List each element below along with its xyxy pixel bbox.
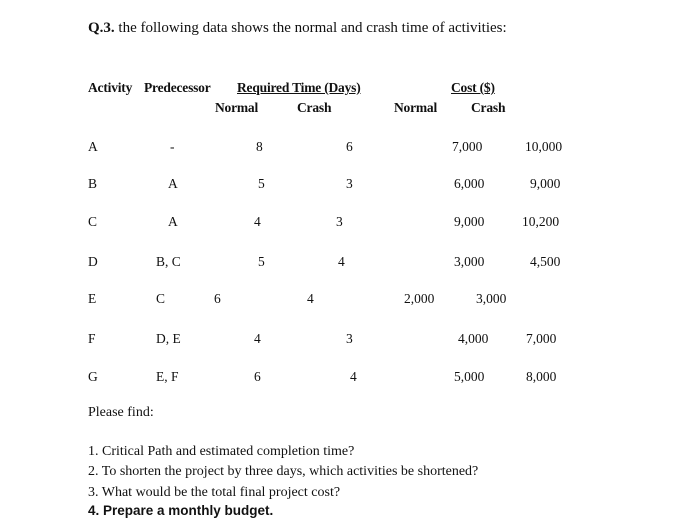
cell-crash-time: 6 xyxy=(346,139,353,154)
cell-normal-cost: 4,000 xyxy=(458,331,489,346)
question-item: 1. Critical Path and estimated completion time? xyxy=(88,444,355,459)
cell-normal-time: 6 xyxy=(254,369,261,384)
cell-crash-time: 3 xyxy=(336,214,343,229)
header-required-time: Required Time (Days) xyxy=(237,80,361,95)
cell-crash-time: 3 xyxy=(346,331,353,346)
cell-predecessor: A xyxy=(168,176,178,191)
cell-crash-cost: 7,000 xyxy=(526,331,557,346)
cell-predecessor: - xyxy=(170,139,175,154)
cell-crash-cost: 3,000 xyxy=(476,291,507,306)
cell-activity: E xyxy=(88,291,97,306)
cell-normal-cost: 9,000 xyxy=(454,214,485,229)
question-item: 3. What would be the total final project cost? xyxy=(88,485,341,500)
header-cost-crash: Crash xyxy=(471,100,506,115)
question-item: 4. Prepare a monthly budget. xyxy=(88,503,274,518)
cell-predecessor: A xyxy=(168,214,178,229)
cell-normal-time: 5 xyxy=(258,254,265,269)
cell-crash-cost: 4,500 xyxy=(530,254,561,269)
cell-normal-time: 6 xyxy=(214,291,221,306)
cell-normal-time: 5 xyxy=(258,176,265,191)
cell-crash-cost: 10,000 xyxy=(525,139,563,154)
header-cost-normal: Normal xyxy=(394,100,438,115)
cell-crash-time: 3 xyxy=(346,176,353,191)
cell-normal-cost: 2,000 xyxy=(404,291,435,306)
cell-predecessor: B, C xyxy=(156,254,181,269)
cell-activity: D xyxy=(88,254,98,269)
cell-activity: C xyxy=(88,214,98,229)
question-number: Q.3. xyxy=(88,20,115,36)
cell-activity: A xyxy=(88,139,98,154)
cell-crash-time: 4 xyxy=(350,369,357,384)
cell-normal-time: 4 xyxy=(254,214,261,229)
cell-crash-cost: 10,200 xyxy=(522,214,560,229)
cell-normal-cost: 7,000 xyxy=(452,139,483,154)
question-item: 2. To shorten the project by three days, which activities be shortened? xyxy=(88,464,479,479)
question-text: the following data shows the normal and crash time of activities: xyxy=(114,20,507,36)
header-cost: Cost ($) xyxy=(451,80,495,95)
cell-activity: B xyxy=(88,176,98,191)
cell-normal-time: 4 xyxy=(254,331,261,346)
cell-normal-cost: 6,000 xyxy=(454,176,485,191)
cell-predecessor: C xyxy=(156,291,166,306)
please-find-label: Please find: xyxy=(88,405,154,420)
header-time-normal: Normal xyxy=(215,100,259,115)
cell-normal-cost: 3,000 xyxy=(454,254,485,269)
cell-normal-time: 8 xyxy=(256,139,263,154)
header-time-crash: Crash xyxy=(297,100,332,115)
cell-activity: F xyxy=(88,331,96,346)
cell-crash-cost: 8,000 xyxy=(526,369,557,384)
cell-normal-cost: 5,000 xyxy=(454,369,485,384)
question-title xyxy=(88,20,507,37)
header-predecessor: Predecessor xyxy=(144,80,211,95)
cell-predecessor: D, E xyxy=(156,331,181,346)
cell-crash-time: 4 xyxy=(307,291,314,306)
header-activity: Activity xyxy=(88,80,133,95)
cell-crash-time: 4 xyxy=(338,254,345,269)
cell-crash-cost: 9,000 xyxy=(530,176,561,191)
cell-activity: G xyxy=(88,369,98,384)
cell-predecessor: E, F xyxy=(156,369,179,384)
